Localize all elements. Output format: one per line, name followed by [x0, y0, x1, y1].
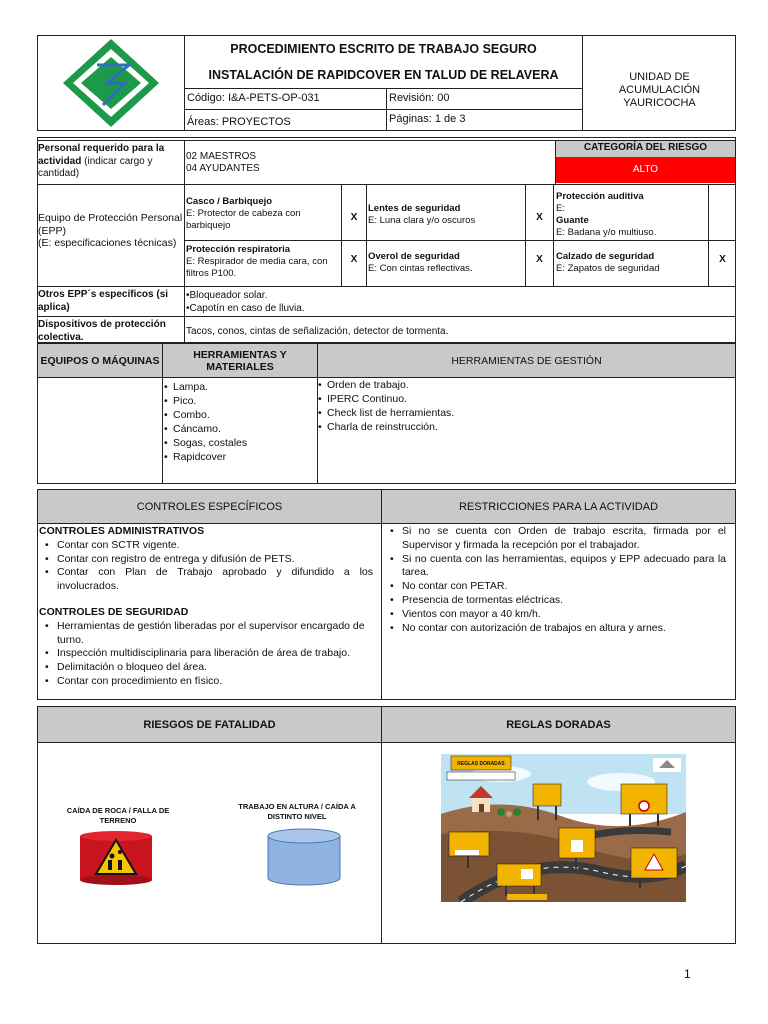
document-revision: Revisión: 00	[389, 92, 450, 104]
list-item: • Charla de reinstrucción.	[318, 420, 718, 434]
epp-respiratoria: Protección respiratoria E: Respirador de media cara, con filtros P100.	[186, 244, 328, 279]
herramientas-header: HERRAMIENTAS Y MATERIALES	[193, 348, 287, 373]
restricciones-list	[384, 525, 726, 635]
golden-rules-sign-title: REGLAS DORADAS	[457, 761, 505, 767]
list-item: • No contar con PETAR.	[384, 580, 726, 594]
reglas-header: REGLAS DORADAS	[506, 718, 611, 731]
list-item: • Presencia de tormentas eléctricas.	[384, 594, 726, 608]
epp-calzado-mark: X	[719, 253, 726, 265]
list-item: • Herramientas de gestión liberadas por el supervisor encargado de turno.	[39, 620, 373, 648]
list-item: • Vientos con mayor a 40 km/h.	[384, 608, 726, 622]
epp-overol: Overol de seguridad E: Con cintas reflectivas.	[368, 251, 473, 274]
list-item: • Combo.	[164, 408, 314, 422]
company-logo	[37, 35, 185, 131]
list-item: • Rapidcover	[164, 450, 314, 464]
epp-auditiva: Protección auditiva E: Guante E: Badana y/o multiuso.	[556, 191, 657, 238]
document-title: PROCEDIMIENTO ESCRITO DE TRABAJO SEGURO	[230, 42, 537, 56]
list-item: • Contar con registro de entrega y difusión de PETS.	[39, 553, 373, 567]
list-item: • Si no cuenta con las herramientas, equipos y EPP adecuado para la tarea.	[384, 553, 726, 581]
list-item: • Sogas, costales	[164, 436, 314, 450]
restricciones-header: RESTRICCIONES PARA LA ACTIVIDAD	[458, 500, 659, 513]
list-item: • Delimitación o bloqueo del área.	[39, 661, 373, 675]
epp-auditiva-mark	[709, 203, 736, 223]
risk-category-label: CATEGORÍA DEL RIESGO	[556, 141, 735, 157]
epp-lentes: Lentes de seguridad E: Luna clara y/o oscuros	[368, 203, 476, 226]
epp-respiratoria-mark: X	[350, 253, 358, 265]
list-item: • Check list de herramientas.	[318, 406, 718, 420]
unit-name: UNIDAD DE ACUMULACIÓN YAURICOCHA	[618, 71, 701, 109]
gestion-header: HERRAMIENTAS DE GESTIÓN	[451, 354, 602, 367]
document-areas: Áreas: PROYECTOS	[187, 116, 291, 128]
document-code: Código: I&A-PETS-OP-031	[187, 92, 320, 104]
list-item: • Pico.	[164, 394, 314, 408]
personal-ayudantes: 04 AYUDANTES	[186, 163, 260, 174]
colectiva-value: Tacos, conos, cintas de señalización, detector de tormenta.	[186, 326, 449, 337]
document-subtitle: INSTALACIÓN DE RAPIDCOVER EN TALUD DE RELAVERA	[208, 68, 559, 82]
epp-casco-mark: X	[350, 211, 358, 223]
gestion-list	[318, 378, 718, 434]
herramientas-list	[164, 380, 314, 464]
page-number: 1	[684, 967, 691, 981]
risk-level-badge: ALTO	[556, 157, 735, 183]
risk-height-label: TRABAJO EN ALTURA / CAÍDA A DISTINTO NIVEL	[238, 802, 356, 821]
list-item: • Lampa.	[164, 380, 314, 394]
list-item: • No contar con autorización de trabajos en altura y arnes.	[384, 622, 726, 636]
epp-calzado: Calzado de seguridad E: Zapatos de seguridad	[556, 251, 660, 274]
golden-rules-image	[441, 754, 686, 902]
list-item: • Si no se cuenta con Orden de trabajo escrita, firmada por el Supervisor y firmada la recepción por el trabajador.	[384, 525, 726, 553]
controles-body: CONTROLES ADMINISTRATIVOS • Contar con SCTR vigente. • Contar con registro de entrega y difusión de PETS. • Contar con Plan de Trabajo aprobado y difundido a los involucrados. CONTROLES DE SEGURIDAD • Herramientas de gestión liberadas por el supervisor encargado de turno. • Inspección multidisciplinaria para liberación de área de trabajo. • Delimitación o bloqueo del área. • Contar con procedimiento en físico.	[39, 525, 373, 689]
personal-maestros: 02 MAESTROS	[186, 151, 257, 162]
list-item: • IPERC Continuo.	[318, 392, 718, 406]
equipos-header: EQUIPOS O MÁQUINAS	[40, 354, 160, 367]
list-item: • Orden de trabajo.	[318, 378, 718, 392]
otros-epp-list: •Bloqueador solar. •Capotín en caso de lluvia.	[186, 290, 305, 314]
list-item: • Contar con Plan de Trabajo aprobado y difundido a los involucrados.	[39, 566, 373, 594]
epp-label: Equipo de Protección Personal (EPP) (E: especificaciones técnicas)	[38, 212, 183, 249]
epp-lentes-mark: X	[536, 211, 543, 223]
document-pages: Páginas: 1 de 3	[389, 113, 466, 125]
epp-overol-mark: X	[536, 253, 543, 265]
risk-rockfall-label: CAÍDA DE ROCA / FALLA DE TERRENO	[66, 806, 170, 825]
list-item: • Contar con SCTR vigente.	[39, 539, 373, 553]
fatalidad-header: RIESGOS DE FATALIDAD	[143, 718, 276, 731]
colectiva-label: Dispositivos de protección colectiva.	[38, 319, 166, 343]
height-risk-cylinder	[266, 828, 342, 888]
logo-icon	[37, 35, 185, 131]
epp-casco: Casco / Barbiquejo E: Protector de cabeza con barbiquejo	[186, 196, 301, 231]
list-item: • Contar con procedimiento en físico.	[39, 675, 373, 689]
otros-epp-label: Otros EPP´s específicos (si aplica)	[38, 289, 169, 313]
rockfall-warning-icon	[78, 830, 154, 886]
list-item: • Cáncamo.	[164, 422, 314, 436]
list-item: • Inspección multidisciplinaria para liberación de área de trabajo.	[39, 647, 373, 661]
controles-header: CONTROLES ESPECÍFICOS	[136, 500, 283, 513]
personal-label: Personal requerido para la actividad (indicar cargo y cantidad)	[38, 143, 165, 179]
